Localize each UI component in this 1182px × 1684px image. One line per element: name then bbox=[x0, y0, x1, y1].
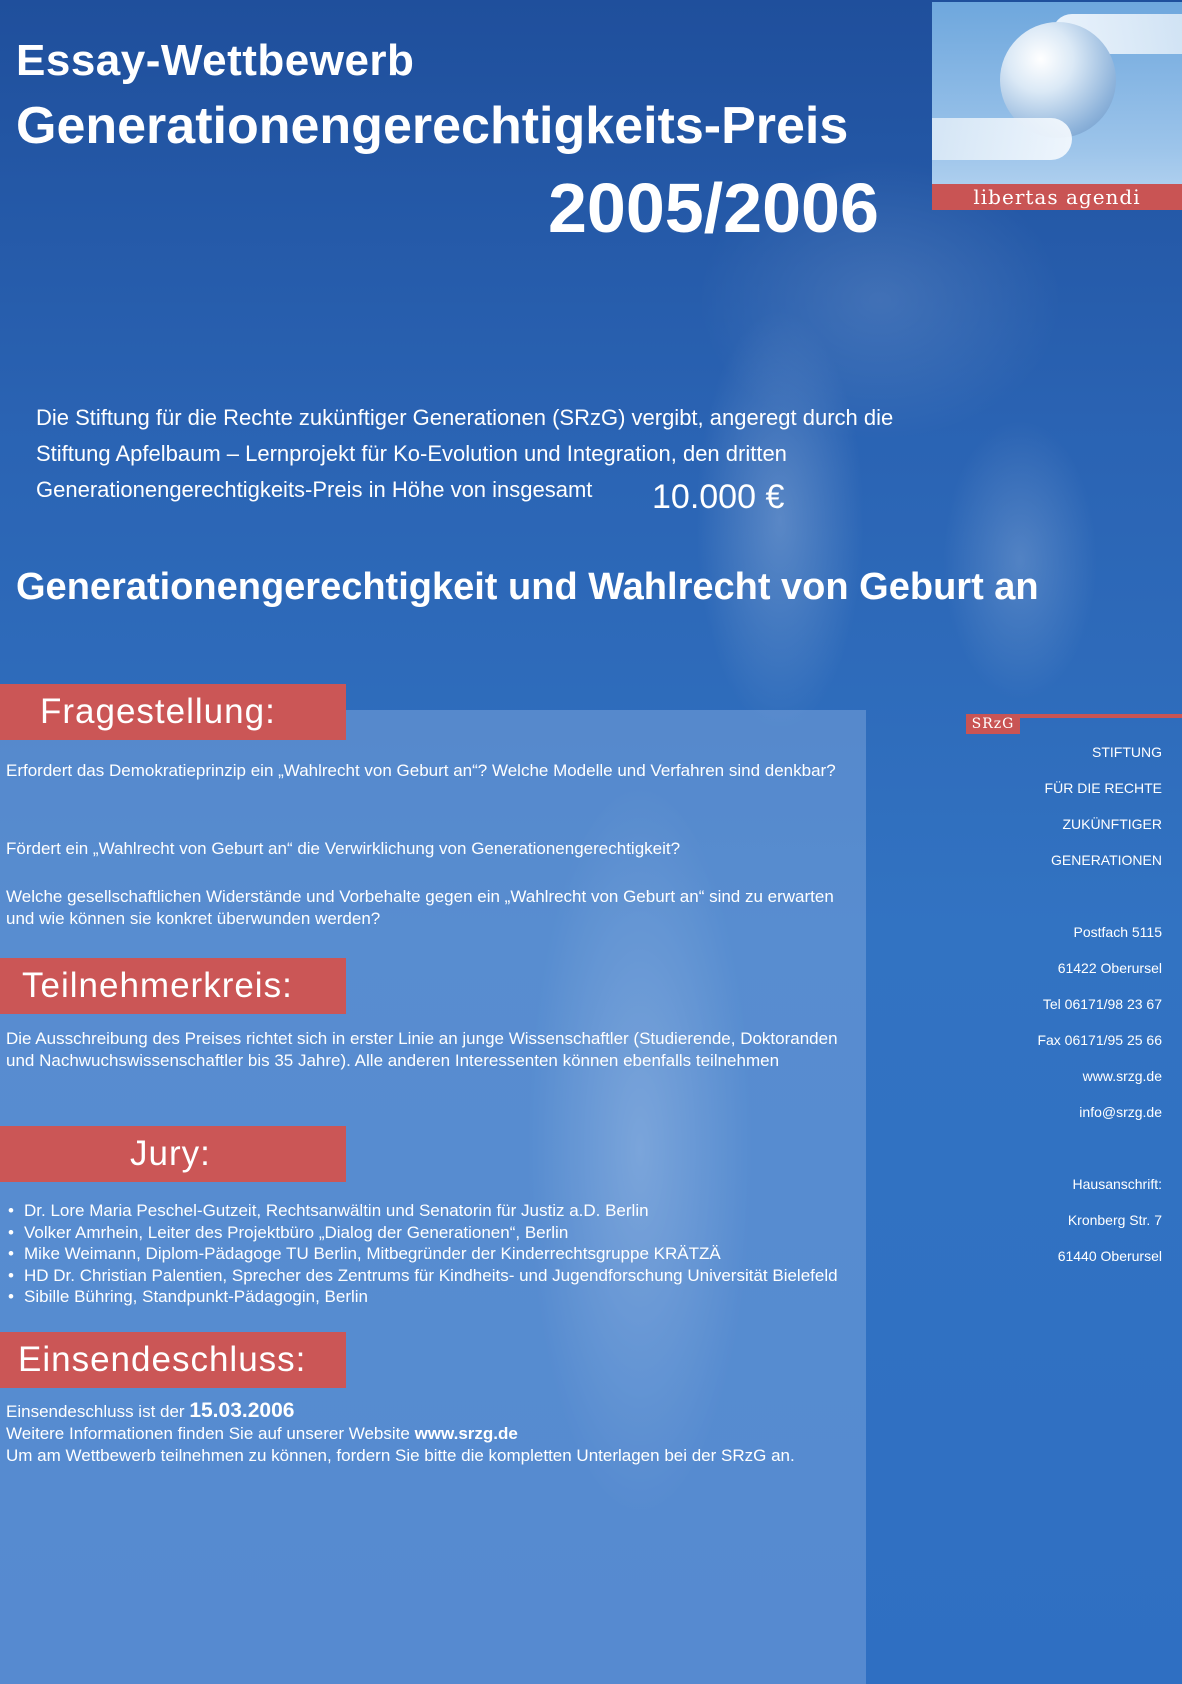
question-1: Erfordert das Demokratieprinzip ein „Wahlrecht von Geburt an“? Welche Modelle und Verfahren sind denkbar? bbox=[6, 761, 836, 780]
info-line bbox=[6, 1423, 866, 1445]
contact-website-link[interactable]: www.srzg.de bbox=[1082, 1068, 1162, 1084]
website-link[interactable]: www.srzg.de bbox=[414, 1424, 518, 1443]
einsendeschluss-text bbox=[6, 1400, 866, 1467]
teilnehmerkreis-text: Die Ausschreibung des Preises richtet sich in erster Linie an junge Wissenschaftler (Studierende, Doktoranden und Nachwuchswissenschaftler bis 35 Jahre). Alle anderen Interessenten können ebenfalls teilnehmen bbox=[6, 1029, 838, 1070]
title-essay: Essay-Wettbewerb bbox=[16, 36, 415, 85]
logo-motto: libertas agendi bbox=[932, 184, 1182, 210]
hand-bottom-graphic bbox=[932, 118, 1072, 160]
spacer bbox=[942, 1136, 1162, 1172]
deadline-line bbox=[6, 1400, 866, 1423]
section-label-jury: Jury: bbox=[0, 1126, 346, 1182]
srzg-tag: SRzG bbox=[966, 714, 1020, 734]
street: Kronberg Str. 7 bbox=[1067, 1212, 1162, 1228]
jury-member: • HD Dr. Christian Palentien, Sprecher des Zentrums für Kindheits- und Jugendforschung Universität Bielefeld bbox=[6, 1265, 866, 1287]
title-year: 2005/2006 bbox=[548, 169, 879, 247]
deadline-prefix: Einsendeschluss ist der bbox=[6, 1402, 185, 1421]
fax: Fax 06171/95 25 66 bbox=[1037, 1032, 1162, 1048]
section-label-einsendeschluss: Einsendeschluss: bbox=[0, 1332, 346, 1388]
city: 61440 Oberursel bbox=[1057, 1248, 1162, 1264]
phone: Tel 06171/98 23 67 bbox=[1042, 996, 1162, 1012]
hausanschrift-label: Hausanschrift: bbox=[1072, 1176, 1162, 1192]
org-line: FÜR DIE RECHTE bbox=[1044, 780, 1162, 796]
jury-member: • Volker Amrhein, Leiter des Projektbüro „Dialog der Generationen“, Berlin bbox=[6, 1222, 866, 1244]
org-line: GENERATIONEN bbox=[1051, 852, 1162, 868]
question-2: Fördert ein „Wahlrecht von Geburt an“ die Verwirklichung von Generationengerechtigkeit? bbox=[6, 839, 681, 858]
spacer bbox=[942, 884, 1162, 920]
prize-amount: 10.000 € bbox=[652, 478, 785, 516]
postal-city: 61422 Oberursel bbox=[1057, 960, 1162, 976]
jury-member: • Mike Weimann, Diplom-Pädagoge TU Berlin, Mitbegründer der Kinderrechtsgruppe KRÄTZÄ bbox=[6, 1243, 866, 1265]
contact-column bbox=[942, 740, 1162, 1280]
deadline-date: 15.03.2006 bbox=[189, 1399, 295, 1422]
logo bbox=[932, 2, 1182, 210]
section-label-teilnehmerkreis: Teilnehmerkreis: bbox=[0, 958, 346, 1014]
org-line: ZUKÜNFTIGER bbox=[1062, 816, 1162, 832]
postfach: Postfach 5115 bbox=[1073, 924, 1162, 940]
question-3: Welche gesellschaftlichen Widerstände und Vorbehalte gegen ein „Wahlrecht von Geburt an“ sind zu erwarten und wie können sie konkret überwunden werden? bbox=[6, 887, 834, 928]
jury-member: • Dr. Lore Maria Peschel-Gutzeit, Rechtsanwältin und Senatorin für Justiz a.D. Berlin bbox=[6, 1200, 866, 1222]
intro-text: Die Stiftung für die Rechte zukünftiger Generationen (SRzG) vergibt, angeregt durch die Stiftung Apfelbaum – Lernprojekt für Ko-Evolution und Integration, den dritten Generationengerechtigkeits-Preis in Höhe von insgesamt bbox=[36, 405, 894, 502]
jury-list bbox=[6, 1200, 866, 1308]
email-link[interactable]: info@srzg.de bbox=[1079, 1104, 1162, 1120]
section-label-fragestellung: Fragestellung: bbox=[0, 684, 346, 740]
headline: Generationengerechtigkeit und Wahlrecht von Geburt an bbox=[16, 566, 1039, 608]
jury-member: • Sibille Bühring, Standpunkt-Pädagogin, Berlin bbox=[6, 1286, 866, 1308]
title-prize: Generationengerechtigkeits-Preis bbox=[16, 97, 849, 155]
info-prefix: Weitere Informationen finden Sie auf unserer Website bbox=[6, 1424, 410, 1443]
participation-line: Um am Wettbewerb teilnehmen zu können, fordern Sie bitte die kompletten Unterlagen bei der SRzG an. bbox=[6, 1446, 795, 1465]
org-line: STIFTUNG bbox=[1092, 744, 1162, 760]
